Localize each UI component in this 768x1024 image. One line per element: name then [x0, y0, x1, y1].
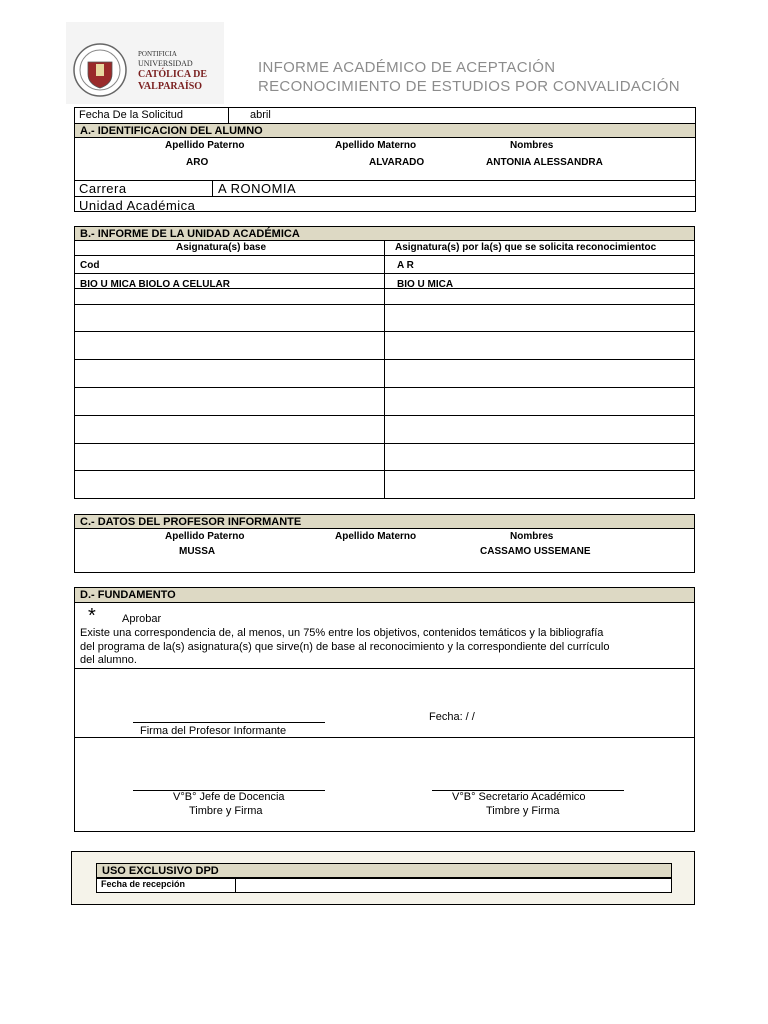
- divider: [74, 180, 696, 181]
- fundamento-text-3: del alumno.: [80, 654, 137, 666]
- section-d-header: [74, 587, 695, 603]
- fecha-solicitud-value[interactable]: abril: [250, 109, 271, 121]
- section-b-header: [74, 226, 695, 241]
- section-a-title: A.- IDENTIFICACION DEL ALUMNO: [80, 125, 263, 137]
- row1-asignatura-reconocimiento[interactable]: BIO U MICA: [397, 279, 454, 290]
- university-logo: [66, 22, 224, 104]
- divider: [74, 668, 695, 669]
- section-d-frame: [74, 587, 695, 832]
- divider: [74, 470, 695, 471]
- row1-asignatura-base[interactable]: BIO U MICA BIOLO A CELULAR: [80, 279, 230, 290]
- row-cod-right[interactable]: A R: [397, 260, 414, 271]
- divider: [74, 273, 695, 274]
- col-nombres: Nombres: [510, 531, 554, 542]
- carrera-value[interactable]: A RONOMIA: [218, 181, 297, 196]
- firma-profesor-line[interactable]: [133, 722, 325, 723]
- divider: [74, 304, 695, 305]
- fundamento-text-2: del programa de la(s) asignatura(s) que sirve(n) de base al reconocimiento y la correspondiente del currículo: [80, 641, 610, 653]
- col-asignatura-reconocimiento: Asignatura(s) por la(s) que se solicita reconocimientoc: [395, 242, 657, 253]
- divider: [74, 255, 695, 256]
- col-apellido-materno: Apellido Materno: [335, 140, 417, 151]
- fecha-recepcion-label: Fecha de recepción: [101, 879, 186, 889]
- alumno-nombres[interactable]: ANTONIA ALESSANDRA: [486, 157, 603, 168]
- aprobar-label: Aprobar: [122, 613, 162, 625]
- vb-jefe-sub: Timbre y Firma: [189, 805, 263, 817]
- vb-secretario-sub: Timbre y Firma: [486, 805, 560, 817]
- fecha-recepcion-field[interactable]: [237, 879, 670, 891]
- profesor-apellido-paterno[interactable]: MUSSA: [179, 546, 216, 557]
- section-d-title: D.- FUNDAMENTO: [80, 589, 176, 601]
- vb-secretario-label: V°B° Secretario Académico: [452, 791, 586, 803]
- divider: [384, 241, 385, 499]
- divider: [228, 107, 229, 123]
- col-nombres: Nombres: [510, 140, 554, 151]
- fecha-solicitud-label: Fecha De la Solicitud: [79, 109, 183, 121]
- profesor-nombres[interactable]: CASSAMO USSEMANE: [480, 546, 591, 557]
- divider: [235, 878, 236, 893]
- aprobar-mark[interactable]: *: [88, 605, 96, 627]
- divider: [74, 415, 695, 416]
- dpd-header: [96, 863, 672, 878]
- firma-profesor-label: Firma del Profesor Informante: [140, 725, 287, 737]
- divider: [212, 180, 213, 196]
- alumno-apellido-materno[interactable]: ALVARADO: [369, 157, 425, 168]
- fecha-firma-label[interactable]: Fecha: / /: [429, 711, 475, 723]
- section-b-title: B.- INFORME DE LA UNIDAD ACADÉMICA: [80, 228, 300, 240]
- page-title-line1: INFORME ACADÉMICO DE ACEPTACIÓN: [258, 59, 556, 76]
- logo-text-1: PONTIFICIA: [138, 50, 177, 58]
- divider: [74, 387, 695, 388]
- vb-jefe-label: V°B° Jefe de Docencia: [173, 791, 285, 803]
- section-c-header: [74, 514, 695, 529]
- unidad-academica-label: Unidad Académica: [79, 198, 196, 213]
- col-apellido-paterno: Apellido Paterno: [165, 140, 245, 151]
- divider: [74, 359, 695, 360]
- col-apellido-materno: Apellido Materno: [335, 531, 417, 542]
- row-cod-left[interactable]: Cod: [80, 260, 100, 271]
- dpd-title: USO EXCLUSIVO DPD: [102, 865, 219, 877]
- logo-text-4: VALPARAÍSO: [138, 81, 203, 92]
- section-a-header: [74, 123, 696, 138]
- page-title-line2: RECONOCIMIENTO DE ESTUDIOS POR CONVALIDACIÓN: [258, 78, 680, 95]
- logo-text-2: UNIVERSIDAD: [138, 59, 193, 68]
- divider: [74, 331, 695, 332]
- fundamento-text-1: Existe una correspondencia de, al menos, un 75% entre los objetivos, contenidos temáticos y la bibliografía: [80, 627, 604, 639]
- divider: [74, 443, 695, 444]
- alumno-apellido-paterno[interactable]: ARO: [186, 157, 209, 168]
- carrera-label: Carrera: [79, 181, 127, 196]
- divider: [74, 196, 696, 197]
- divider: [74, 288, 695, 289]
- col-asignatura-base: Asignatura(s) base: [176, 242, 267, 253]
- col-apellido-paterno: Apellido Paterno: [165, 531, 245, 542]
- section-c-title: C.- DATOS DEL PROFESOR INFORMANTE: [80, 516, 302, 528]
- divider: [74, 737, 695, 738]
- logo-text-3: CATÓLICA DE: [138, 69, 207, 80]
